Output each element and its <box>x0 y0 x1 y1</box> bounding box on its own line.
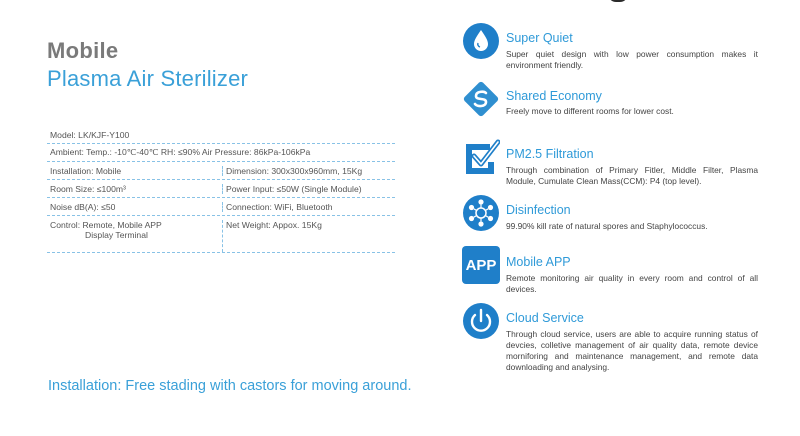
spec-row-model <box>47 126 395 144</box>
app-icon <box>462 246 500 284</box>
spec-row-room <box>47 180 395 198</box>
feature-desc: Remote monitoring air quality in every room and control of all devices. <box>506 273 758 294</box>
feature-title: PM2.5 Filtration <box>506 147 594 161</box>
installation-note: Installation: Free stading with castors for moving around. <box>48 378 412 394</box>
molecule-icon <box>462 194 500 232</box>
feature-desc: 99.90% kill rate of natural spores and Staphylococcus. <box>506 221 708 231</box>
check-shield-icon <box>462 138 500 176</box>
spec-connection: Connection: WiFi, Bluetooth <box>226 201 333 212</box>
feature-title: Super Quiet <box>506 31 573 45</box>
spec-control <box>47 220 223 252</box>
spec-ambient: Ambient: Temp.: -10℃-40℃ RH: ≤90% Air Pressure: 86kPa-106kPa <box>50 147 311 157</box>
feature-desc: Through combination of Primary Fitler, Middle Filter, Plasma Module, Cumulate Clean Mass(CCM): P4 (top level). <box>506 165 758 186</box>
feature-desc: Through cloud service, users are able to acquire running status of devcies, colletive management of air quality data, remote device morniforing and maintenance management, and remote data downloading and analysing. <box>506 329 758 372</box>
feature-title: Disinfection <box>506 203 571 217</box>
spec-power-input: Power Input: ≤50W (Single Module) <box>226 183 362 194</box>
spec-net-weight: Net Weight: Appox. 15Kg <box>226 220 322 230</box>
power-icon <box>462 302 500 340</box>
top-edge-mark <box>608 0 628 2</box>
spec-noise: Noise dB(A): ≤50 <box>47 202 223 212</box>
spec-control-line2: Display Terminal <box>85 230 148 240</box>
water-drop-icon <box>462 22 500 60</box>
app-icon-label: APP <box>465 256 497 274</box>
spec-control-line1: Control: Remote, Mobile APP <box>50 220 162 230</box>
spec-row-ambient <box>47 144 395 162</box>
spec-table <box>47 126 395 253</box>
s-diamond-icon <box>462 80 500 118</box>
feature-desc: Super quiet design with low power consumption makes it environment friendly. <box>506 49 758 70</box>
spec-installation: Installation: Mobile <box>47 166 223 176</box>
product-subtitle: Plasma Air Sterilizer <box>47 66 249 91</box>
spec-row-control <box>47 216 395 253</box>
feature-title: Cloud Service <box>506 311 584 325</box>
spec-dimension: Dimension: 300x300x960mm, 15Kg <box>226 165 363 176</box>
spec-row-noise <box>47 198 395 216</box>
spec-room-size: Room Size: ≤100m³ <box>47 184 223 194</box>
spec-model: Model: LK/KJF-Y100 <box>50 129 130 140</box>
feature-title: Shared Economy <box>506 89 602 103</box>
feature-title: Mobile APP <box>506 255 571 269</box>
feature-desc: Freely move to different rooms for lower cost. <box>506 106 674 116</box>
page-title: Mobile <box>47 38 119 63</box>
spec-row-installation <box>47 162 395 180</box>
